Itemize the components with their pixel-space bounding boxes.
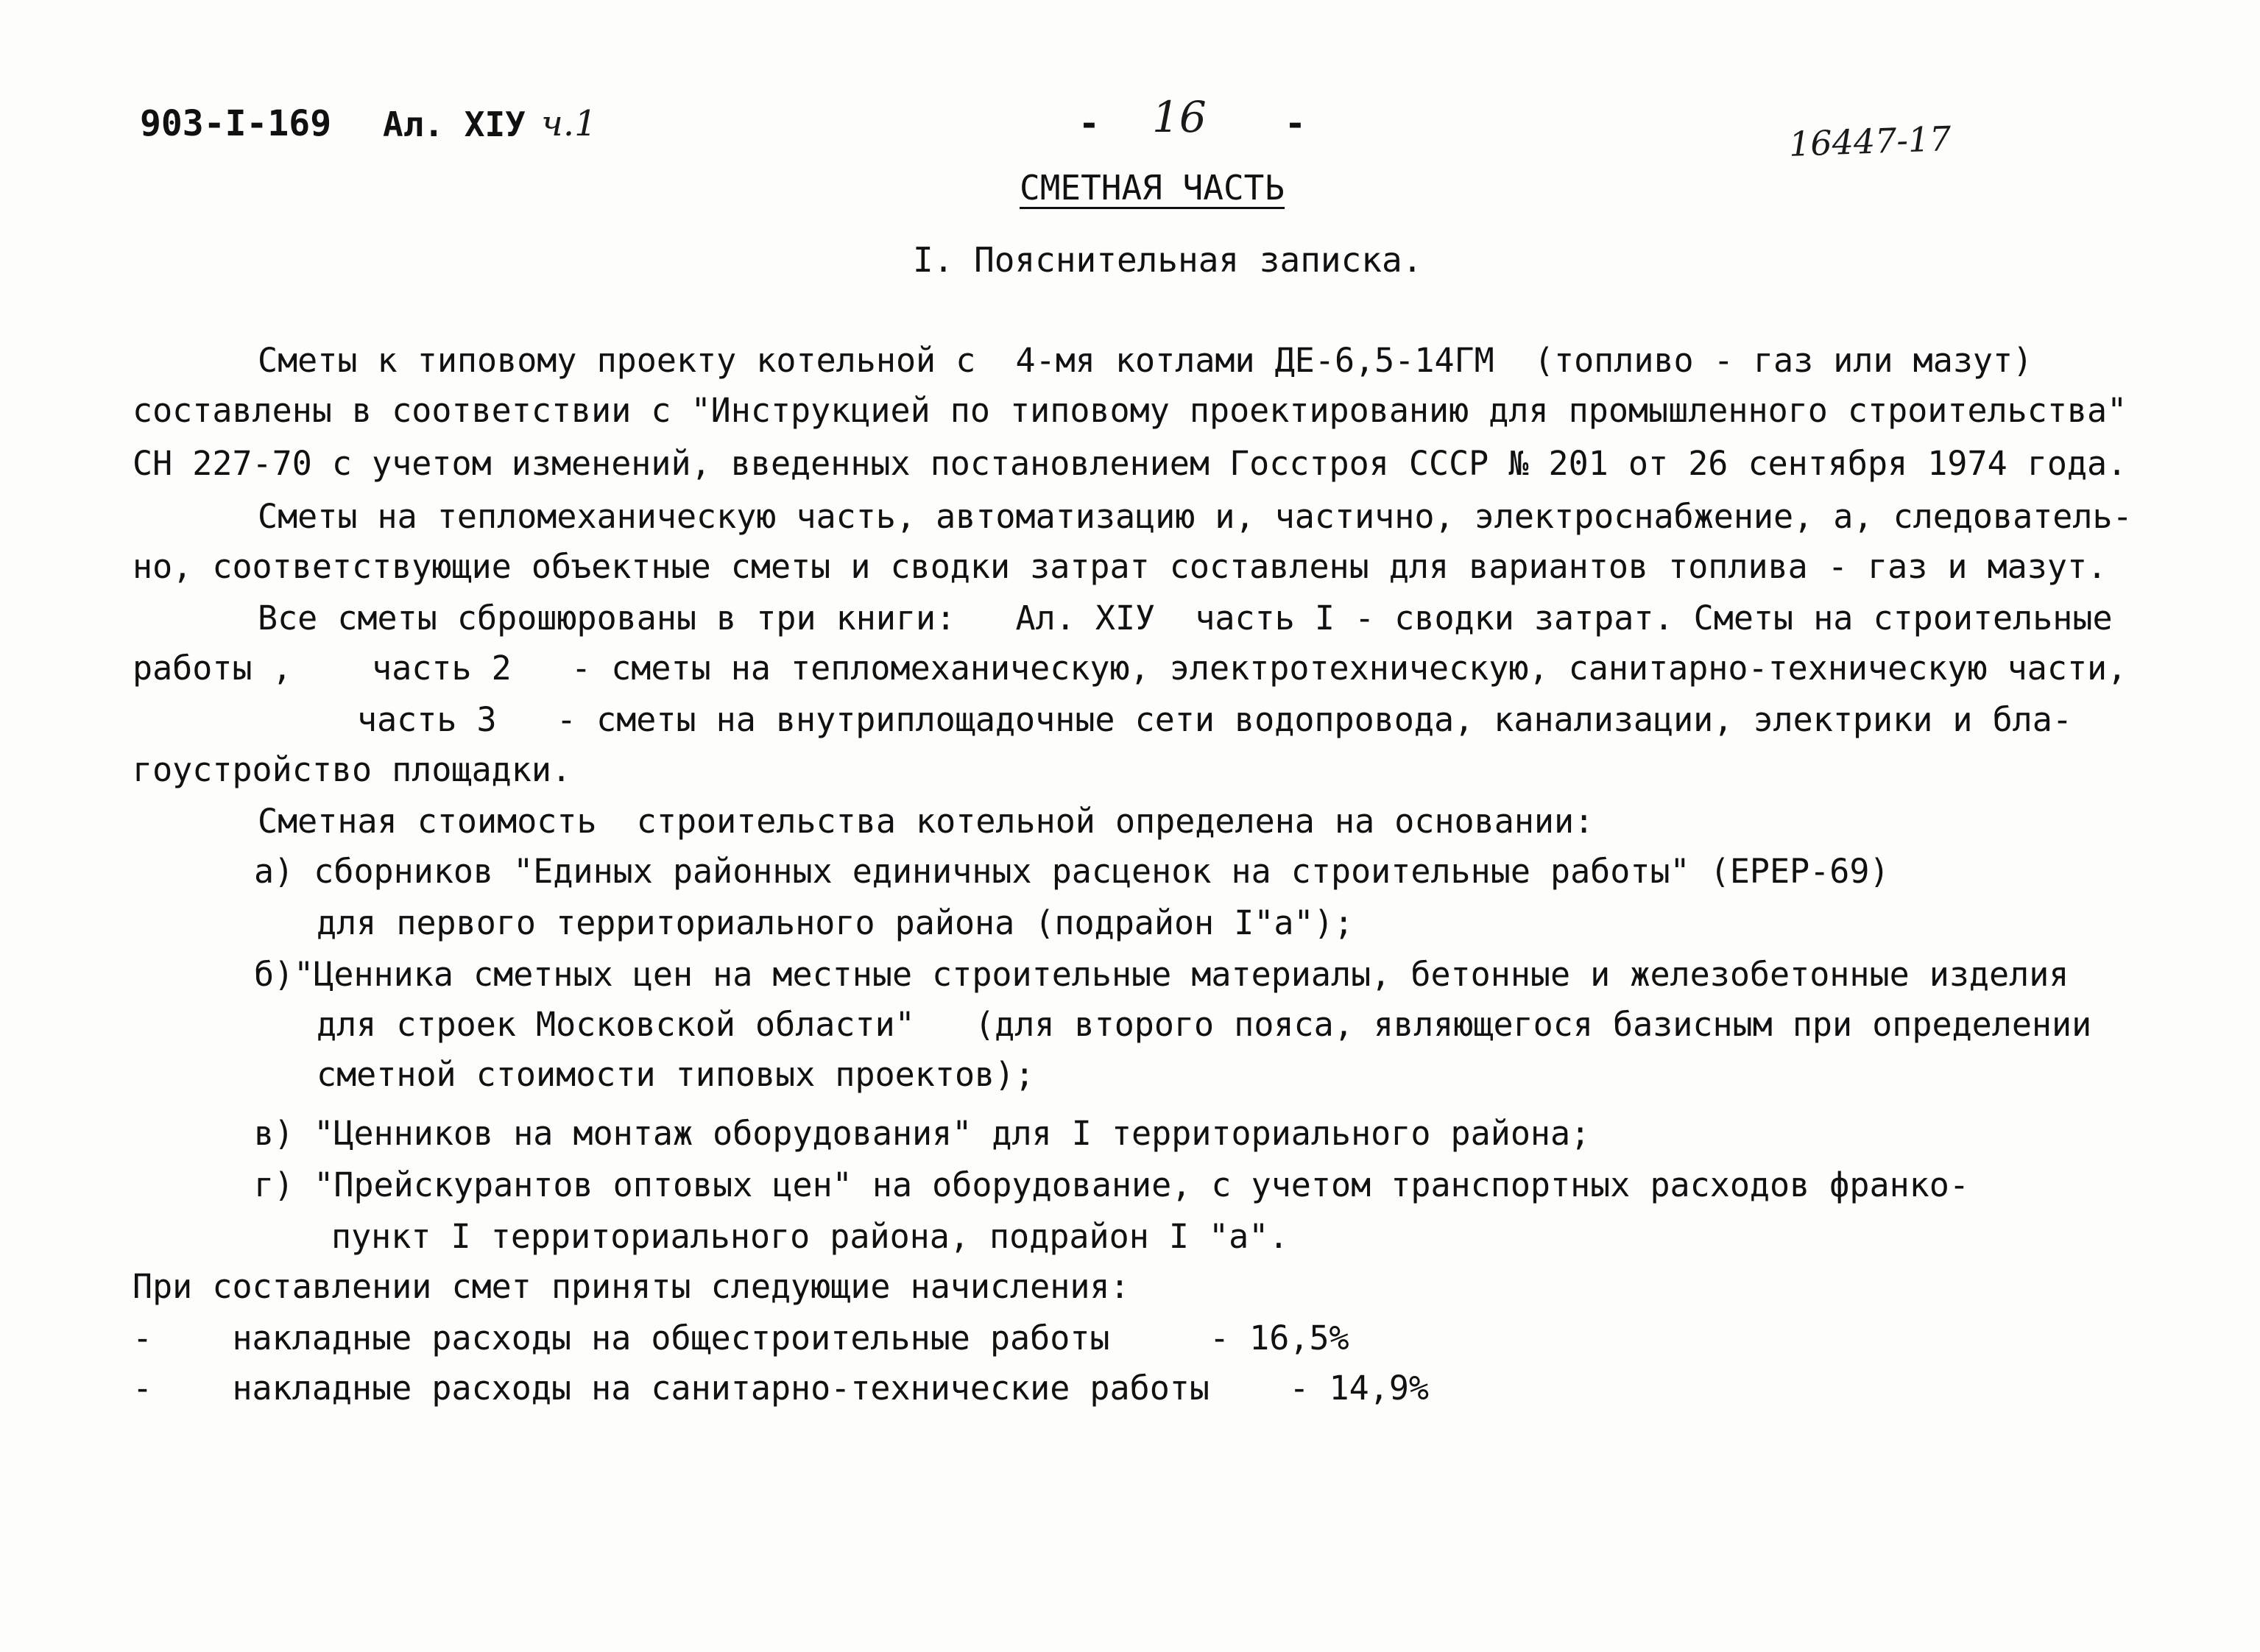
paragraph-line: составлены в соответствии с "Инструкцией по типовому проектированию для промышленного строительства": [133, 391, 2127, 430]
list-item-g-continued: пункт I территориального района, подрайон I "а".: [331, 1217, 1289, 1256]
page-number: 16: [1152, 92, 1207, 142]
paragraph-line: гоустройство площадки.: [133, 750, 572, 789]
list-item-b-continued: для строек Московской области" (для второго пояса, являющегося базисным при определении: [317, 1005, 2092, 1044]
page-dash-left: -: [1078, 103, 1100, 144]
page-dash-right: -: [1285, 103, 1306, 144]
section-heading: I. Пояснительная записка.: [913, 240, 1423, 280]
paragraph-line: Сметная стоимость строительства котельной определена на основании:: [258, 802, 1595, 841]
paragraph-line: Сметы к типовому проекту котельной с 4-мя котлами ДЕ-6,5-14ГМ (топливо - газ или мазут): [258, 341, 2033, 380]
album-handwritten-part: ч.1: [541, 103, 597, 144]
album-label: Ал. ХIУ: [383, 105, 526, 144]
list-item-a: а) сборников "Единых районных единичных расценок на строительные работы" (ЕРЕР-69): [254, 852, 1890, 891]
list-item-b-continued: сметной стоимости типовых проектов);: [317, 1055, 1035, 1094]
list-item-a-continued: для первого территориального района (подрайон I"а");: [317, 903, 1354, 942]
paragraph-line: Все сметы сброшюрованы в три книги: Ал. ХIУ часть I - сводки затрат. Сметы на строительные: [258, 599, 2113, 638]
inventory-number: 16447-17: [1788, 119, 1952, 164]
paragraph-line: При составлении смет приняты следующие начисления:: [133, 1267, 1130, 1306]
paragraph-line: но, соответствующие объектные сметы и сводки затрат составлены для вариантов топлива - газ и мазут.: [133, 547, 2108, 586]
list-item-b: б)"Ценника сметных цен на местные строительные материалы, бетонные и железобетонные изделия: [254, 955, 2069, 994]
overhead-rate-item: - накладные расходы на санитарно-технические работы - 14,9%: [133, 1369, 1429, 1408]
document-title: СМЕТНАЯ ЧАСТЬ: [1020, 168, 1285, 208]
paragraph-line: часть 3 - сметы на внутриплощадочные сети водопровода, канализации, электрики и бла-: [357, 700, 2072, 739]
document-number: 903-I-169: [140, 103, 332, 144]
paragraph-line: работы , часть 2 - сметы на тепломеханическую, электротехническую, санитарно-техническую части,: [133, 649, 2127, 688]
list-item-v: в) "Ценников на монтаж оборудования" для I территориального района;: [254, 1114, 1591, 1153]
list-item-g: г) "Прейскурантов оптовых цен" на оборудование, с учетом транспортных расходов франко-: [254, 1165, 1969, 1204]
paragraph-line: Сметы на тепломеханическую часть, автоматизацию и, частично, электроснабжение, а, следователь-: [258, 497, 2133, 536]
overhead-rate-item: - накладные расходы на общестроительные работы - 16,5%: [133, 1319, 1349, 1358]
paragraph-line: СН 227-70 с учетом изменений, введенных постановлением Госстроя СССР № 201 от 26 сентября 1974 года.: [133, 444, 2127, 483]
